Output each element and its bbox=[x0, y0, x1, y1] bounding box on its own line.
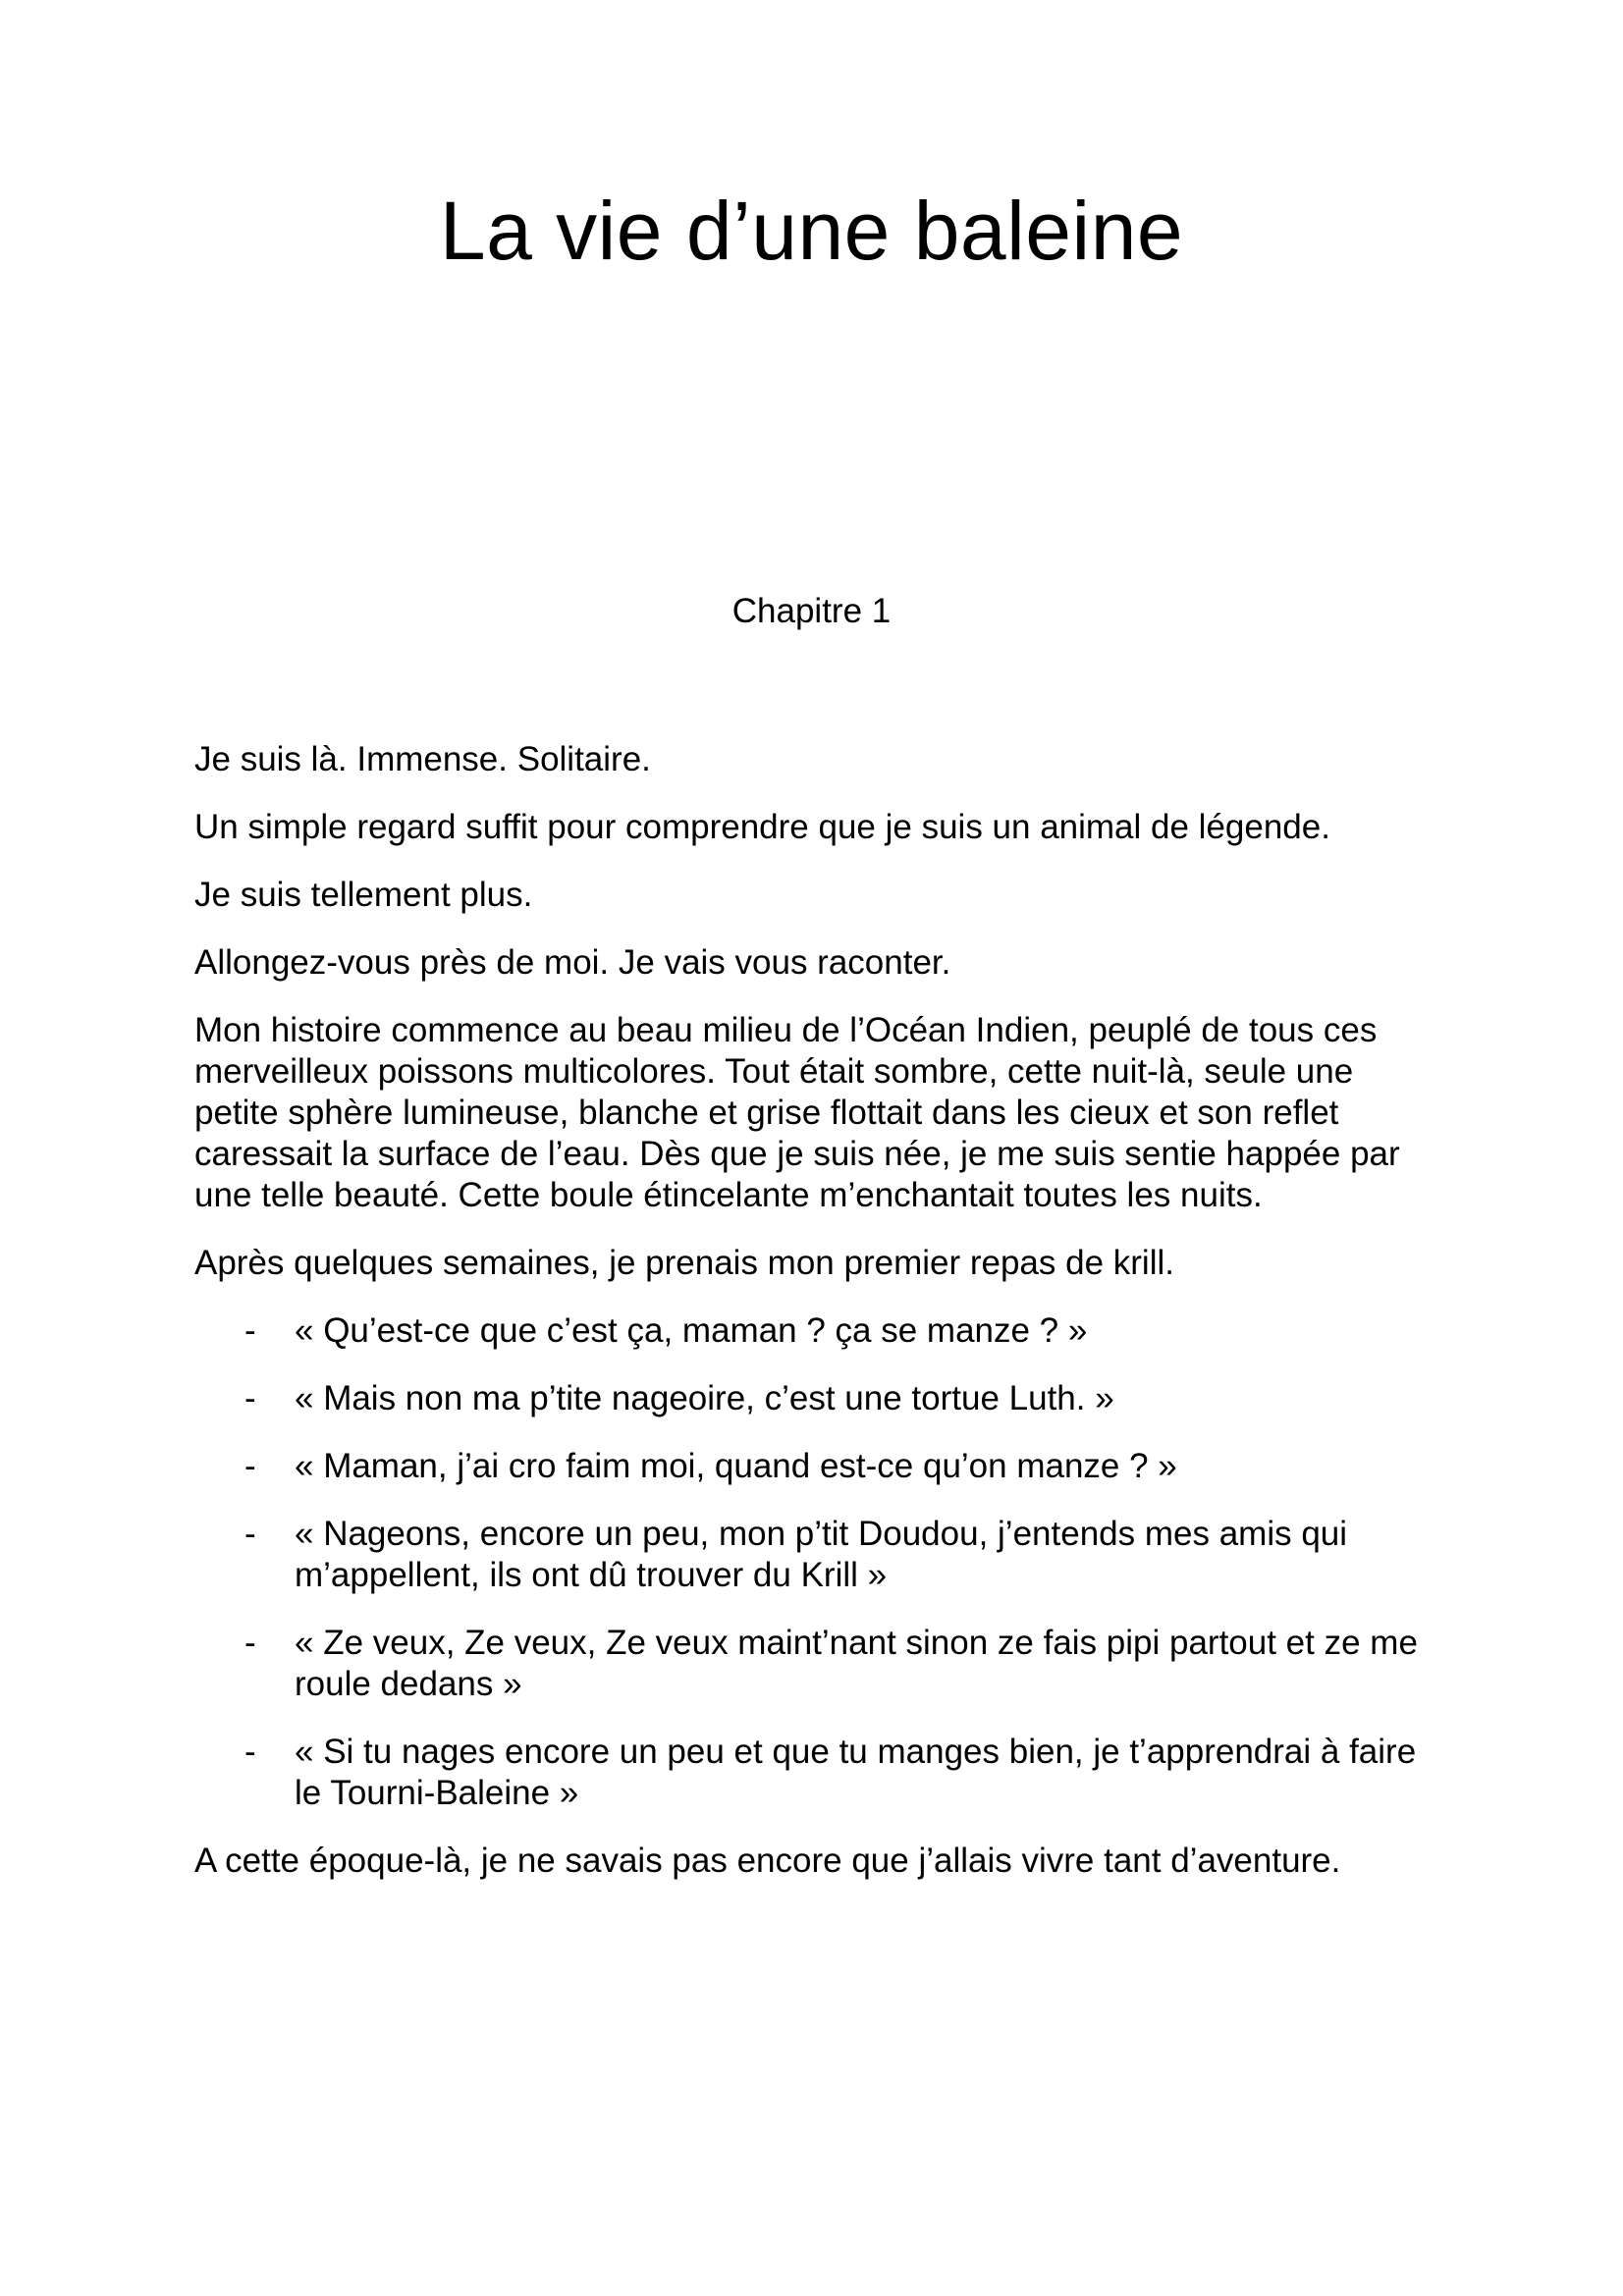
dialogue-line bbox=[194, 1310, 1441, 1352]
dialogue-dash: - bbox=[244, 1447, 256, 1485]
page-title: La vie d’une baleine bbox=[439, 185, 1184, 277]
dialogue-text: « Mais non ma p’tite nageoire, c’est une tortue Luth. » bbox=[295, 1379, 1114, 1417]
dialogue-line bbox=[194, 1732, 1441, 1814]
body-text bbox=[194, 739, 1441, 1908]
dialogue-line bbox=[194, 1623, 1441, 1705]
paragraph: Je suis tellement plus. bbox=[194, 876, 533, 914]
paragraph: Je suis là. Immense. Solitaire. bbox=[194, 740, 651, 778]
dialogue-dash: - bbox=[244, 1379, 256, 1417]
dialogue-text: « Si tu nages encore un peu et que tu manges bien, je t’apprendrai à faire le Tourni-Baleine » bbox=[295, 1733, 1417, 1812]
dialogue-dash: - bbox=[244, 1733, 256, 1771]
dialogue-line bbox=[194, 1514, 1441, 1596]
dialogue-line bbox=[194, 1446, 1441, 1487]
paragraph: Un simple regard suffit pour comprendre que je suis un animal de légende. bbox=[194, 808, 1330, 846]
dialogue-text: « Qu’est-ce que c’est ça, maman ? ça se manze ? » bbox=[295, 1311, 1088, 1350]
dialogue-line bbox=[194, 1378, 1441, 1419]
dialogue-text: « Maman, j’ai cro faim moi, quand est-ce qu’on manze ? » bbox=[295, 1447, 1177, 1485]
dialogue-list bbox=[194, 1310, 1441, 1814]
chapter-heading: Chapitre 1 bbox=[731, 592, 892, 630]
dialogue-dash: - bbox=[244, 1311, 256, 1350]
dialogue-text: « Nageons, encore un peu, mon p’tit Doudou, j’entends mes amis qui m’appellent, ils ont dû trouver du Krill » bbox=[295, 1515, 1348, 1594]
paragraph: Mon histoire commence au beau milieu de l’Océan Indien, peuplé de tous ces merveilleux poissons multicolores. Tout était sombre, cette nuit-là, seule une petite sphère lumineuse, blanche et grise flottait dans les cieux et son reflet caressait la surface de l’eau. Dès que je suis née, je me suis sentie happée par une telle beauté. Cette boule étincelante m’enchantait toutes les nuits. bbox=[194, 1011, 1400, 1214]
paragraph: A cette époque-là, je ne savais pas encore que j’allais vivre tant d’aventure. bbox=[194, 1842, 1341, 1880]
paragraph: Après quelques semaines, je prenais mon premier repas de krill. bbox=[194, 1244, 1174, 1282]
paragraph: Allongez-vous près de moi. Je vais vous raconter. bbox=[194, 943, 951, 982]
dialogue-text: « Ze veux, Ze veux, Ze veux maint’nant sinon ze fais pipi partout et ze me roule dedans » bbox=[295, 1624, 1418, 1703]
dialogue-dash: - bbox=[244, 1515, 256, 1553]
dialogue-dash: - bbox=[244, 1624, 256, 1662]
